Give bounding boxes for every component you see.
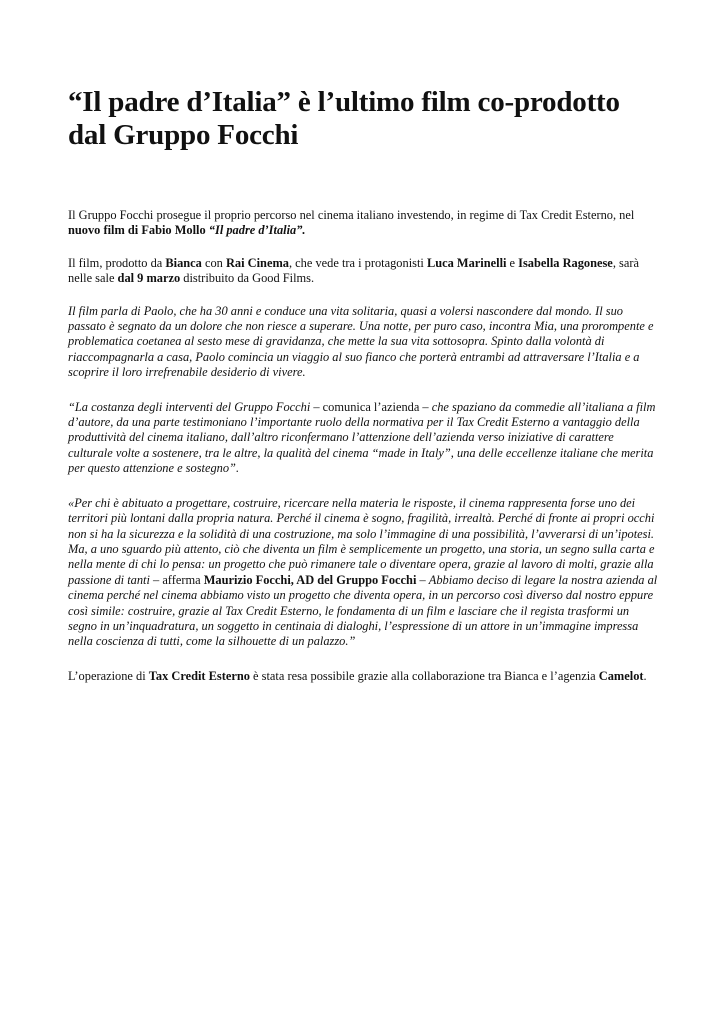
paragraph-ceo-quote (68, 496, 658, 650)
paragraph-closing (68, 669, 658, 684)
production-text: distribuito da Good Films. (180, 271, 315, 286)
actor-name: Luca Marinelli (426, 255, 507, 270)
closing-text: . (643, 668, 647, 683)
production-text: e (506, 255, 519, 270)
production-text: , sarà nelle sale (68, 255, 639, 286)
production-text: con (201, 255, 226, 270)
paragraph-production (68, 256, 658, 287)
paragraph-intro (68, 208, 658, 239)
film-director-bold: nuovo film di Fabio Mollo (68, 223, 209, 238)
paragraph-company-statement (68, 400, 658, 477)
attribution-text: – comunica l’azienda – (310, 399, 432, 414)
actress-name: Isabella Ragonese (518, 255, 613, 270)
release-date: dal 9 marzo (117, 271, 181, 286)
article-body (68, 208, 658, 684)
film-title-bold-italic: “Il padre d’Italia”. (208, 223, 306, 238)
quote-text: Abbiamo deciso di legare la nostra azienda al cinema perché nel cinema abbiamo visto un progetto che diventa opera, in un percorso così diverso dal nostro eppure così simile: costruire, grazie al Tax Credit Esterno, le fondamenta di un film e lasciare che il regista trasformi un segno in un’inquadratura, un soggetto in centinaia di dialoghi, l’espressione di un attore in un’immagine impressa nella coscienza di tutti, come la silhouette di un palazzo.” (68, 572, 658, 649)
closing-text: è stata resa possibile grazie alla collaborazione tra Bianca e l’agenzia (249, 668, 599, 683)
quote-text: “La costanza degli interventi del Gruppo Focchi (68, 399, 311, 414)
production-text: Il film, prodotto da (68, 255, 166, 270)
producer-name: Bianca (165, 255, 202, 270)
coproducer-name: Rai Cinema (225, 255, 289, 270)
intro-text: Il Gruppo Focchi prosegue il proprio percorso nel cinema italiano investendo, in regime di Tax Credit Esterno, nel (68, 208, 635, 222)
tax-credit-bold: Tax Credit Esterno (148, 668, 250, 683)
agency-name: Camelot (598, 668, 644, 683)
closing-text: L’operazione di (68, 668, 149, 683)
quote-text: «Per chi è abituato a progettare, costruire, ricercare nella materia le risposte, il cinema rappresenta forse uno dei territori più lontani dalla propria natura. Perché il cinema è sogno, fragilità, irrealtà. Perché di fronte ai propri occhi non si ha la sicurezza e la solidità di una costruzione, ma solo l’immagine di una possibilità, l’avverarsi di un’ipotesi. Ma, a uno sguardo più attento, ciò che diventa un film è semplicemente un progetto, una storia, un segno sulla carta e nella mente di chi lo pensa: un progetto che può rimanere tale o diventare opera, grazie al lavoro di molti, grazie alla passione di tanti (68, 495, 655, 587)
paragraph-synopsis: Il film parla di Paolo, che ha 30 anni e conduce una vita solitaria, quasi a volersi nascondere dal mondo. Il suo passato è segnato da un dolore che non riesce a superare. Una notte, per puro caso, incontra Mia, una prorompente e problematica coetanea al sesto mese di gravidanza, che mette la sua vita sottosopra. Spinto dalla volontà di riaccompagnarla a casa, Paolo comincia un viaggio al suo fianco che porterà entrambi ad attraversare l’Italia e a scoprire il loro irrefrenabile desiderio di vivere. (68, 303, 654, 380)
article-title: “Il padre d’Italia” è l’ultimo film co-prodotto dal Gruppo Focchi (68, 86, 620, 151)
ceo-name: Maurizio Focchi, AD del Gruppo Focchi (203, 572, 417, 587)
attribution-text: – afferma (149, 572, 204, 587)
attribution-text: – (416, 572, 429, 587)
quote-text: che spaziano da commedie all’italiana a film d’autore, da una parte testimoniano l’importante ruolo della normativa per il Tax Credit Esterno a vantaggio della produttività del cinema italiano, dall’altro riconfermano l’attenzione dell’azienda verso iniziative di carattere culturale volte a sostenere, tra le altre, la qualità del cinema “made in Italy”, una delle eccellenze italiane che merita per questo attenzione e sostegno”. (68, 399, 656, 476)
production-text: , che vede tra i protagonisti (288, 255, 427, 270)
